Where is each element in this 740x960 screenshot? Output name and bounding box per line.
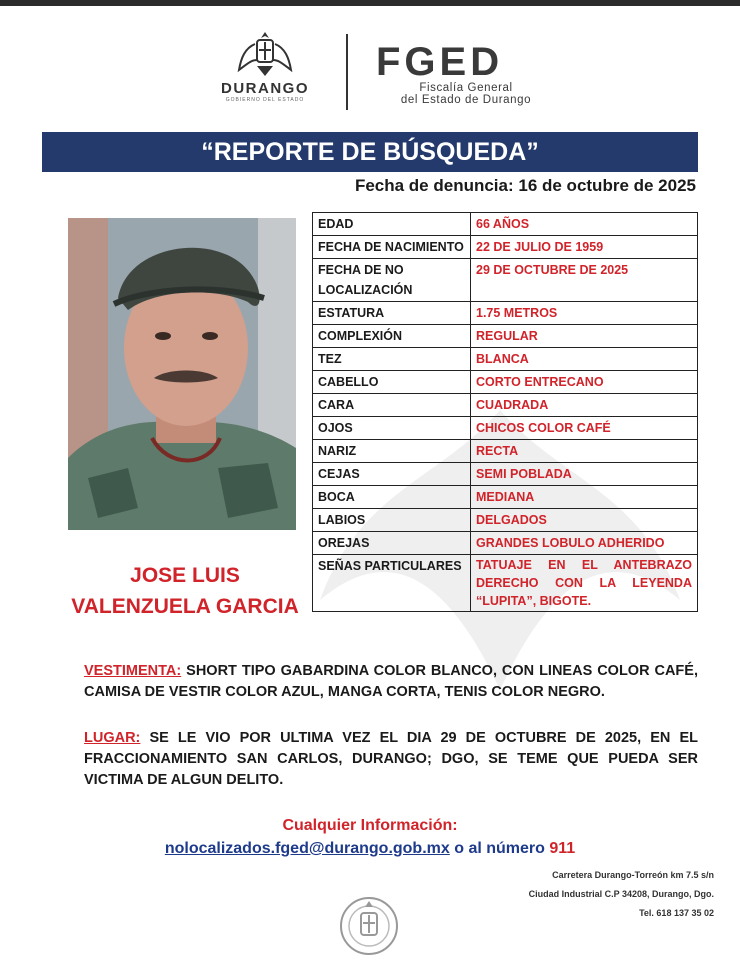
row-value: MEDIANA — [471, 486, 698, 509]
address-line-2: Ciudad Industrial C.P 34208, Durango, Dgo. — [528, 889, 714, 899]
table-row — [313, 417, 698, 440]
row-label: COMPLEXIÓN — [313, 325, 471, 348]
row-label: LABIOS — [313, 509, 471, 532]
address-line-1: Carretera Durango-Torreón km 7.5 s/n — [552, 870, 714, 880]
row-value: REGULAR — [471, 325, 698, 348]
report-title-banner: “REPORTE DE BÚSQUEDA” — [42, 132, 698, 172]
row-value: GRANDES LOBULO ADHERIDO — [471, 532, 698, 555]
row-value: 66 AÑOS — [471, 213, 698, 236]
name-line-1: JOSE LUIS — [130, 564, 240, 587]
durango-crest-icon — [235, 30, 295, 78]
table-row — [313, 440, 698, 463]
row-label: OREJAS — [313, 532, 471, 555]
table-row — [313, 302, 698, 325]
row-value: TATUAJE EN EL ANTEBRAZO DERECHO CON LA LEYENDA “LUPITA”, BIGOTE. — [471, 555, 698, 612]
report-date: Fecha de denuncia: 16 de octubre de 2025 — [354, 176, 696, 195]
table-row — [313, 325, 698, 348]
contact-heading: Cualquier Información: — [282, 817, 458, 834]
contact-email-link[interactable]: nolocalizados.fged@durango.gob.mx — [164, 840, 450, 857]
contact-line — [0, 840, 740, 858]
row-value: RECTA — [471, 440, 698, 463]
row-label: CEJAS — [313, 463, 471, 486]
table-row — [313, 236, 698, 259]
row-value: 29 DE OCTUBRE DE 2025 — [471, 259, 698, 302]
row-label: TEZ — [313, 348, 471, 371]
description-table — [312, 212, 698, 612]
header-divider — [346, 34, 348, 110]
fged-logo-subtitle-1: Fiscalía General — [419, 82, 513, 94]
row-label: NARIZ — [313, 440, 471, 463]
durango-logo-subtitle: GOBIERNO DEL ESTADO — [225, 97, 305, 103]
durango-logo — [200, 30, 330, 110]
table-row — [313, 371, 698, 394]
row-label: FECHA DE NACIMIENTO — [313, 236, 471, 259]
fged-logo-subtitle-2: del Estado de Durango — [400, 94, 532, 106]
row-label: BOCA — [313, 486, 471, 509]
row-label: OJOS — [313, 417, 471, 440]
table-row — [313, 394, 698, 417]
table-row — [313, 486, 698, 509]
address-line-3: Tel. 618 137 35 02 — [639, 908, 714, 918]
top-border-line — [0, 0, 740, 6]
row-label: CABELLO — [313, 371, 471, 394]
table-row — [313, 213, 698, 236]
seal-emblem-icon — [336, 893, 402, 959]
location-text: SE LE VIO POR ULTIMA VEZ EL DIA 29 DE OCTUBRE DE 2025, EN EL FRACCIONAMIENTO SAN CARLOS, DURANGO; DGO, SE TEME QUE PUEDA SER VICTIMA DE ALGUN DELITO. — [84, 730, 698, 788]
fged-logo — [376, 42, 556, 106]
row-label: FECHA DE NO LOCALIZACIÓN — [313, 259, 471, 302]
table-row — [313, 348, 698, 371]
missing-person-photo — [68, 218, 296, 530]
contact-phone[interactable]: 911 — [549, 840, 576, 857]
row-label: CARA — [313, 394, 471, 417]
contact-connector: o al número — [449, 840, 550, 857]
row-value: CORTO ENTRECANO — [471, 371, 698, 394]
name-line-2: VALENZUELA GARCIA — [71, 595, 299, 618]
row-label: SEÑAS PARTICULARES — [313, 555, 471, 612]
row-value: CHICOS COLOR CAFÉ — [471, 417, 698, 440]
clothing-paragraph — [84, 661, 698, 703]
row-value: BLANCA — [471, 348, 698, 371]
missing-person-name — [60, 560, 310, 622]
durango-logo-text: DURANGO — [221, 80, 309, 97]
row-value: DELGADOS — [471, 509, 698, 532]
table-row — [313, 463, 698, 486]
row-value: 1.75 METROS — [471, 302, 698, 325]
row-label: ESTATURA — [313, 302, 471, 325]
row-value: SEMI POBLADA — [471, 463, 698, 486]
fged-logo-title: FGED — [376, 40, 504, 84]
table-row — [313, 555, 698, 612]
row-label: EDAD — [313, 213, 471, 236]
clothing-text: SHORT TIPO GABARDINA COLOR BLANCO, CON LINEAS COLOR CAFÉ, CAMISA DE VESTIR COLOR AZUL, MANGA CORTA, TENIS COLOR NEGRO. — [84, 663, 698, 700]
location-paragraph — [84, 728, 698, 791]
table-row — [313, 509, 698, 532]
table-row — [313, 259, 698, 302]
clothing-label: VESTIMENTA: — [84, 663, 182, 679]
office-address — [529, 866, 714, 923]
row-value: 22 DE JULIO DE 1959 — [471, 236, 698, 259]
location-label: LUGAR: — [84, 730, 141, 746]
row-value: CUADRADA — [471, 394, 698, 417]
table-row — [313, 532, 698, 555]
